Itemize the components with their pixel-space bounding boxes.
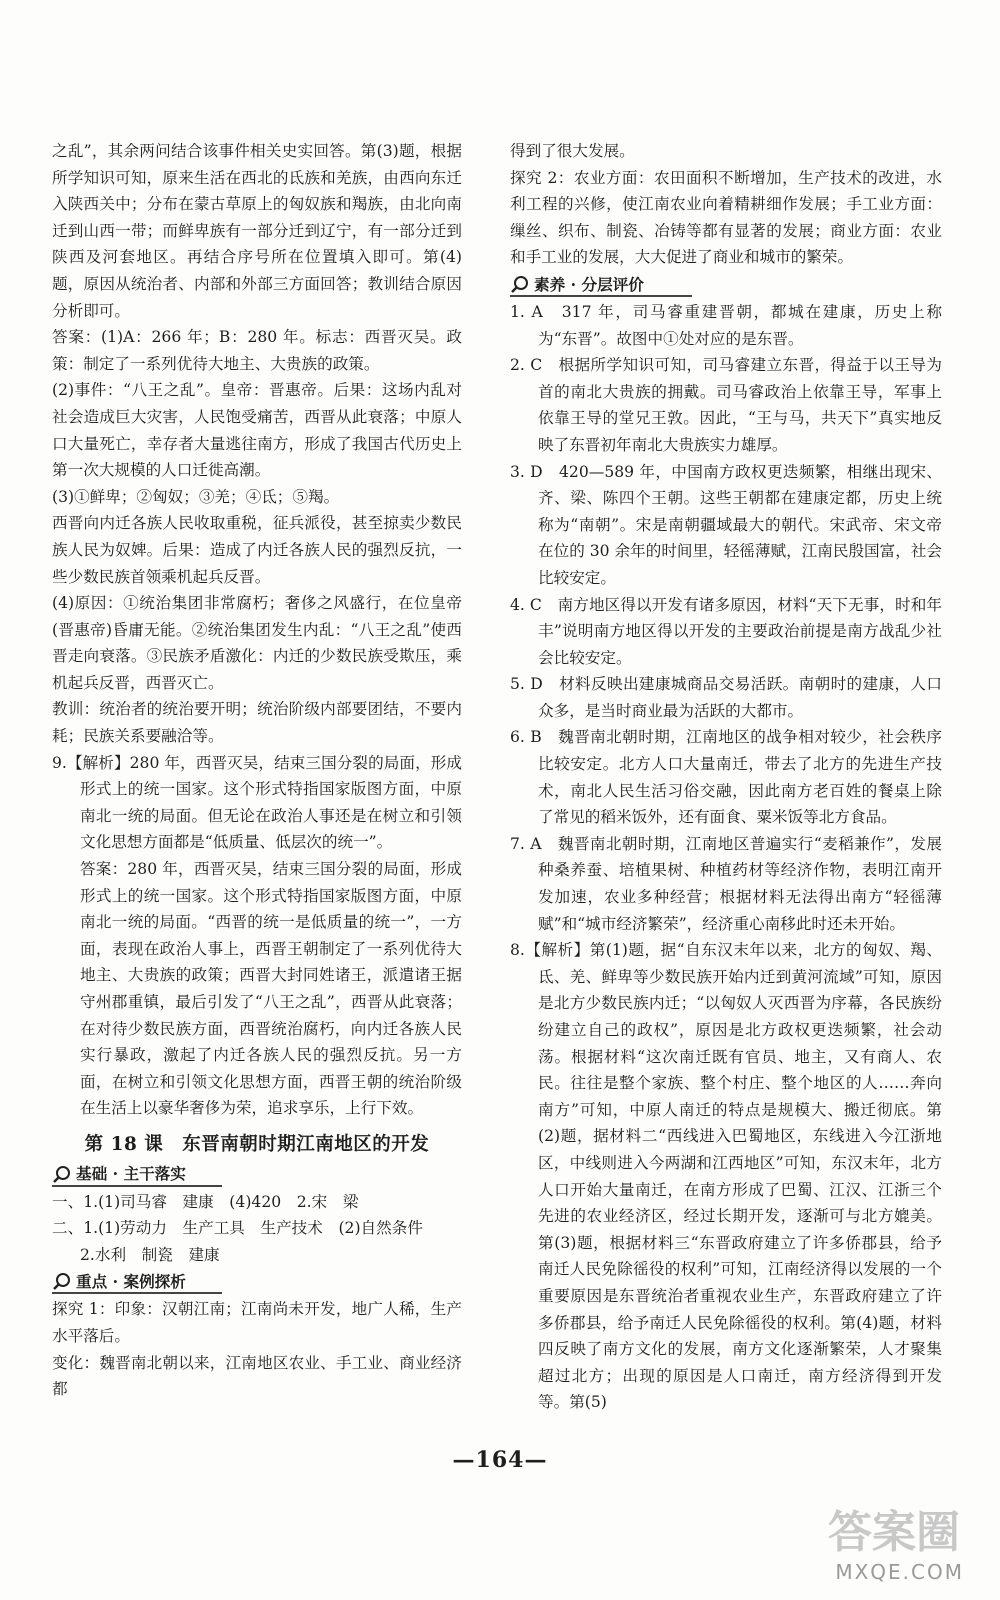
question-7: 7. A 魏晋南北朝时期，江南地区普遍实行“麦稻兼作”，发展种桑养蚕、培植果树、种植药材等经济作物，表明江南开发加速，农业多种经营；根据材料无法得出南方“轻徭薄赋”和“城市经济繁荣”，经济重心南移此时还未开始。: [510, 834, 942, 933]
magnifier-icon: [52, 1272, 72, 1292]
explore-paragraph: 探究 2：农业方面：农田面积不断增加，生产技术的改进，水利工程的兴修，使江南农业向着精耕细作发展；手工业方面：缫丝、织布、制瓷、冶铸等都有显著的发展；商业方面：农业和手工业的发展，大大促进了商业和城市的繁荣。: [510, 168, 942, 267]
left-column: [52, 138, 462, 1403]
question-3: 3. D 420—589 年，中国南方政权更迭频繁，相继出现宋、齐、梁、陈四个王朝。这些王朝都在建康定都，历史上统称为“南朝”。宋是南朝疆域最大的朝代。宋武帝、宋文帝在位的 30 余年的时间里，轻徭薄赋，江南民殷国富，社会比较安定。: [510, 462, 943, 587]
section-heading-label: 基础 · 主干落实: [76, 1164, 186, 1184]
right-column: [510, 138, 942, 1416]
fill-answer-line: 一、1.(1)司马睿 建康 (4)420 2.宋 梁: [52, 1192, 359, 1211]
question-9-analysis: 9.【解析】280 年，西晋灭吴，结束三国分裂的局面，形成形式上的统一国家。这个形式特指国家版图方面，中原南北一统的局面。但无论在政治人事还是在树立和引领文化思想方面都是“低质量、低层次的统一”。: [52, 753, 462, 852]
section-heading-evaluation: [510, 273, 942, 297]
explore-paragraph: 变化：魏晋南北朝以来，江南地区农业、手工业、商业经济都: [52, 1353, 462, 1399]
answer-paragraph: 答案：(1)A：266 年；B：280 年。标志：西晋灭吴。政策：制定了一系列优待大地主、大贵族的政策。: [52, 328, 462, 373]
fill-answer-line: 2.水利 制瓷 建康: [80, 1245, 220, 1264]
section-heading-cases: [52, 1270, 462, 1294]
paragraph: 得到了很大发展。: [510, 142, 635, 160]
question-9-answer: 答案：280 年，西晋灭吴，结束三国分裂的局面，形成形式上的统一国家。这个形式特指国家版图方面，中原南北一统的局面。“西晋的统一是低质量的统一”，一方面，表现在政治人事上，西晋王朝制定了一系列优待大地主、大贵族的政策；西晋大封同姓诸王，派遣诸王据守州郡重镇，最后引发了“八王之乱”，西晋从此衰落；在对待少数民族方面，西晋统治腐朽，向内迁各族人民实行暴政，激起了内迁各族人民的强烈反抗。另一方面，在树立和引领文化思想方面，西晋王朝的统治阶级在生活上以豪华奢侈为荣，追求享乐，上行下效。: [80, 860, 462, 1118]
magnifier-icon: [510, 275, 530, 295]
question-4: 4. C 南方地区得以开发有诸多原因，材料“天下无事，时和年丰”说明南方地区得以开发的主要政治前提是南方战乱少社会比较安定。: [510, 595, 942, 667]
watermark-url: MXQE.COM: [835, 1560, 964, 1584]
question-6: 6. B 魏晋南北朝时期，江南地区的战争相对较少，社会秩序比较安定。北方人口大量南迁，带去了北方的先进生产技术，南北人民生活习俗交融，因此南方老百姓的餐桌上除了常见的稻米饭外，还有面食、粟米饭等北方食品。: [510, 728, 942, 827]
watermark-logo: 答案圈: [828, 1507, 960, 1558]
paragraph: 西晋向内迁各族人民收取重税，征兵派役，甚至掠卖少数民族人民为奴婢。后果：造成了内迁各族人民的强烈反抗，一些少数民族首领乘机起兵反晋。: [52, 514, 462, 586]
paragraph: 之乱”，其余两问结合该事件相关史实回答。第(3)题，根据所学知识可知，原来生活在西北的氐族和羌族，由西向东迁入陕西关中；分布在蒙古草原上的匈奴族和羯族，由北向南迁到山西一带；而鲜卑族有一部分迁到辽宁，有一部分迁到陕西及河套地区。再结合序号所在位置填入即可。第(4)题，原因从统治者、内部和外部三方面回答；教训结合原因分析即可。: [52, 142, 462, 320]
question-1: 1. A 317 年，司马睿重建晋朝，都城在建康，历史上称为“东晋”。故图中①处对应的是东晋。: [510, 302, 942, 348]
section-heading-basics: [52, 1163, 462, 1187]
page-number: —164—: [452, 1447, 548, 1473]
section-heading-label: 重点 · 案例探析: [76, 1272, 186, 1292]
magnifier-icon: [52, 1165, 72, 1185]
question-2: 2. C 根据所学知识可知，司马睿建立东晋，得益于以王导为首的南北大贵族的拥戴。司马睿政治上依靠王导，军事上依靠王导的堂兄王敦。因此，“王与马，共天下”真实地反映了东晋初年南北大贵族实力雄厚。: [510, 356, 942, 454]
fill-answer-line: 二、1.(1)劳动力 生产工具 生产技术 (2)自然条件: [52, 1219, 423, 1238]
lesson-title: 第 18 课 东晋南朝时期江南地区的开发: [84, 1133, 430, 1155]
question-5: 5. D 材料反映出建康城商品交易活跃。南朝时的建康，人口众多，是当时商业最为活跃的大都市。: [510, 675, 942, 720]
question-8-analysis: 8.【解析】第(1)题，据“自东汉末年以来，北方的匈奴、羯、氐、羌、鲜卑等少数民族开始内迁到黄河流域”可知，原因是北方少数民族内迁；“以匈奴人灭西晋为序幕，各民族纷纷建立自己的政权”，原因是北方政权更迭频繁，社会动荡。根据材料“这次南迁既有官员、地主，又有商人、农民。往往是整个家族、整个村庄、整个地区的人……奔向南方”可知，中原人南迁的特点是规模大、搬迁彻底。第(2)题，据材料二“西线进入巴蜀地区，东线进入今江浙地区，中线则进入今两湖和江西地区”可知，东汉末年，北方人口开始大量南迁，在南方形成了巴蜀、江汉、江浙三个先进的农业经济区，经过长期开发，逐渐可与北方媲美。第(3)题，根据材料三“东晋政府建立了许多侨郡县，给予南迁人民免除徭役的权利”可知，江南经济得以发展的一个重要原因是东晋统治者重视农业生产，东晋政府建立了许多侨郡县，给予南迁人民免除徭役的权利。第(4)题，材料四反映了南方文化的发展，南方文化逐渐繁荣，人才聚集超过北方；出现的原因是人口南迁，南方经济得到开发等。第(5): [510, 941, 942, 1412]
explore-paragraph: 探究 1：印象：汉朝江南；江南尚未开发，地广人稀，生产水平落后。: [52, 1300, 462, 1345]
paragraph: (4)原因：①统治集团非常腐朽；奢侈之风盛行，在位皇帝(晋惠帝)昏庸无能。②统治集团发生内乱：“八王之乱”使西晋走向衰落。③民族矛盾激化：内迁的少数民族受欺压，乘机起兵反晋，西晋灭亡。: [52, 594, 462, 692]
paragraph: (2)事件：“八王之乱”。皇帝：晋惠帝。后果：这场内乱对社会造成巨大灾害，人民饱受痛苦，西晋从此衰落；中原人口大量死亡，幸存者大量逃往南方，形成了我国古代历史上第一次大规模的人口迁徙高潮。: [52, 381, 462, 480]
paragraph: (3)①鲜卑；②匈奴；③羌；④氐；⑤羯。: [52, 487, 340, 506]
paragraph: 教训：统治者的统治要开明；统治阶级内部要团结，不要内耗；民族关系要融洽等。: [52, 700, 462, 746]
section-heading-label: 素养 · 分层评价: [534, 274, 644, 294]
